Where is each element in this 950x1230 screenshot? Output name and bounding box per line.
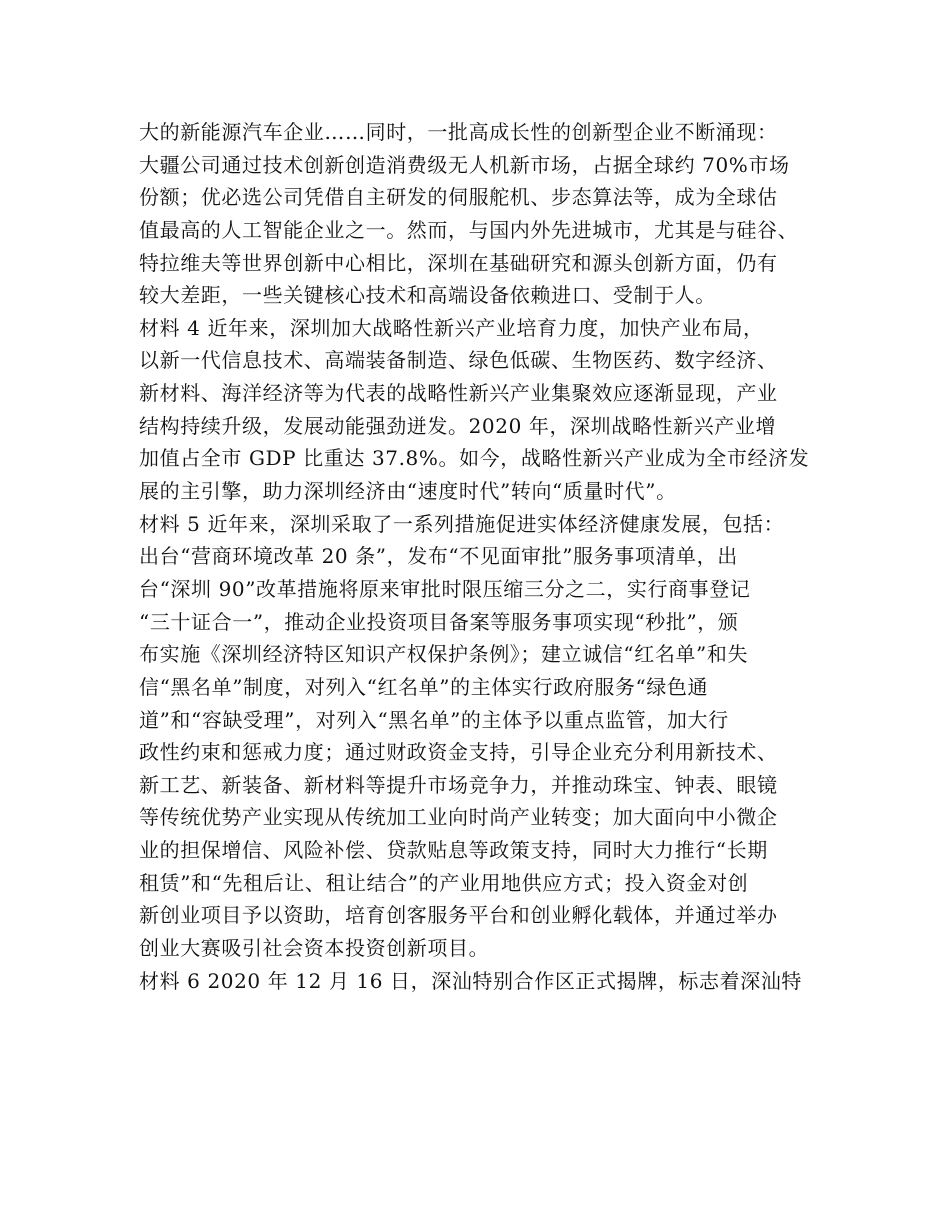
- text-line: 信“黑名单”制度，对列入“红名单”的主体实行政府服务“绿色通: [139, 674, 709, 699]
- material-4-heading-line: 材料 4 近年来，深圳加大战略性新兴产业培育力度，加快产业布局，: [139, 315, 764, 340]
- text-line: 道”和“容缺受理”，对列入“黑名单”的主体予以重点监管，加大行: [139, 707, 729, 732]
- text-line: 展的主引擎，助力深圳经济由“速度时代”转向“质量时代”。: [139, 479, 677, 504]
- text-line: 布实施《深圳经济特区知识产权保护条例》；建立诚信“红名单”和失: [139, 642, 749, 667]
- text-line: 大的新能源汽车企业……同时，一批高成长性的创新型企业不断涌现：: [139, 120, 778, 144]
- document-body: [139, 116, 839, 997]
- text-line: 加值占全市 GDP 比重达 37.8%。如今，战略性新兴产业成为全市经济发: [139, 446, 810, 471]
- text-line: 政性约束和惩戒力度；通过财政资金支持，引导企业充分利用新技术、: [139, 740, 778, 765]
- text-line: 等传统优势产业实现从传统加工业向时尚产业转变；加大面向中小微企: [139, 805, 778, 830]
- text-line: 结构持续升级，发展动能强劲迸发。2020 年，深圳战略性新兴产业增: [139, 413, 777, 438]
- text-line: 新工艺、新装备、新材料等提升市场竞争力，并推动珠宝、钟表、眼镜: [139, 772, 778, 797]
- text-line: 值最高的人工智能企业之一。然而，与国内外先进城市，尤其是与硅谷、: [139, 217, 799, 242]
- text-line: 台“深圳 90”改革措施将原来审批时限压缩三分之二，实行商事登记: [139, 576, 751, 601]
- text-line: 份额；优必选公司凭借自主研发的伺服舵机、步态算法等，成为全球估: [139, 185, 778, 210]
- text-line: “三十证合一”，推动企业投资项目备案等服务事项实现“秒批”，颁: [139, 609, 739, 634]
- text-line: 租赁”和“先租后让、租让结合”的产业用地供应方式；投入资金对创: [139, 870, 749, 895]
- material-6-heading-line: 材料 6 2020 年 12 月 16 日，深汕特别合作区正式揭牌，标志着深汕特: [139, 968, 803, 993]
- text-line: 出台“营商环境改革 20 条”，发布“不见面审批”服务事项清单，出: [139, 544, 738, 569]
- text-line: 大疆公司通过技术创新创造消费级无人机新市场，占据全球约 70%市场: [139, 152, 790, 177]
- text-line: 以新一代信息技术、高端装备制造、绿色低碳、生物医药、数字经济、: [139, 348, 778, 373]
- text-line: 较大差距，一些关键核心技术和高端设备依赖进口、受制于人。: [139, 283, 716, 308]
- text-line: 创业大赛吸引社会资本投资创新项目。: [139, 936, 490, 961]
- text-line: 新材料、海洋经济等为代表的战略性新兴产业集聚效应逐渐显现，产业: [139, 381, 778, 406]
- text-line: 新创业项目予以资助，培育创客服务平台和创业孵化载体，并通过举办: [139, 903, 778, 928]
- material-5-heading-line: 材料 5 近年来，深圳采取了一系列措施促进实体经济健康发展，包括：: [139, 511, 785, 536]
- text-line: 特拉维夫等世界创新中心相比，深圳在基础研究和源头创新方面，仍有: [139, 250, 778, 275]
- text-line: 业的担保增信、风险补偿、贷款贴息等政策支持，同时大力推行“长期: [139, 838, 768, 863]
